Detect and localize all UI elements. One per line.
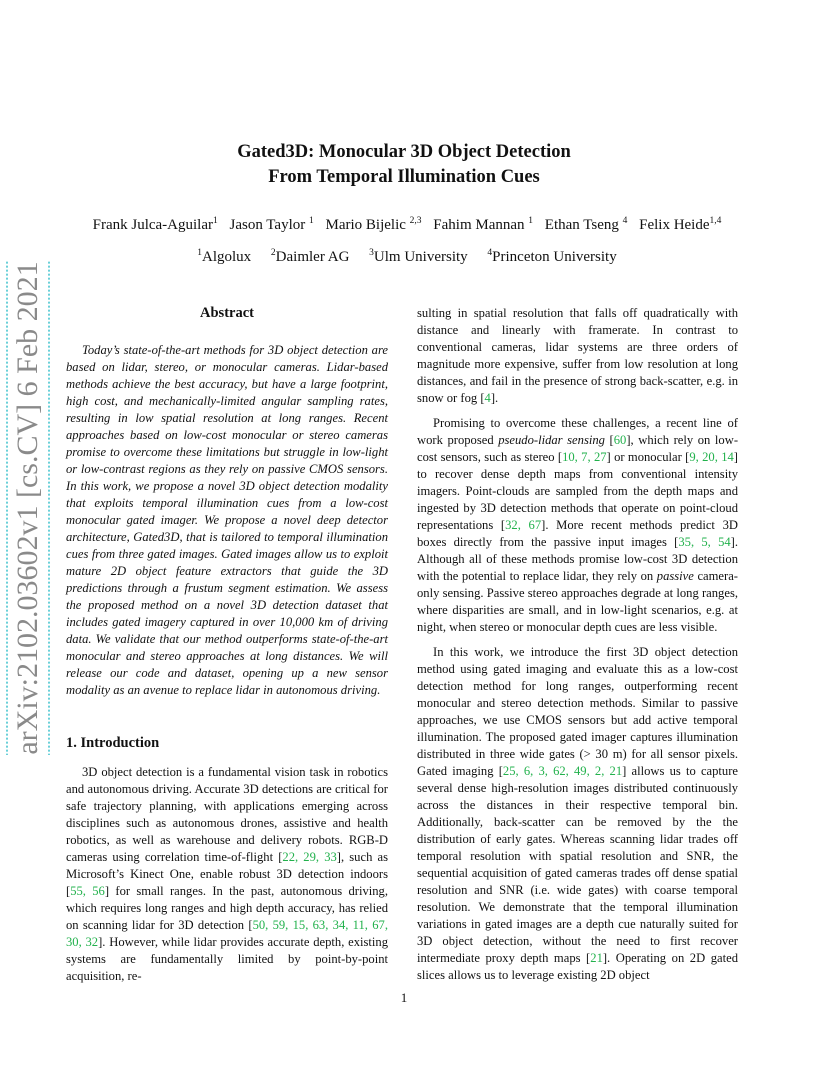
citation-link[interactable]: 55, 56 [70, 884, 105, 898]
page-number: 1 [400, 990, 408, 1005]
author: Mario Bijelic $^{2,3}$ [325, 216, 422, 233]
section-heading-introduction: 1. Introduction [66, 735, 160, 751]
citation-link[interactable]: 25, 6, 3, 62, 49, 2, 21 [502, 764, 623, 778]
author: Jason Taylor $^1$ [229, 216, 314, 233]
title-line-1: Gated3D: Monocular 3D Object Detection [237, 142, 571, 162]
right-column [417, 305, 738, 984]
author: Frank Julca-Aguilar$^1$ [92, 216, 218, 233]
author-list [0, 217, 814, 234]
abstract-text: Today’s state-of-the-art methods for 3D object detection are based on lidar, stereo, or monocular cameras. Lidar-based methods achieve the best accuracy, but have a large footprint, high cost, and mechanically-limited angular sampling rates, resulting in low spatial resolution at long ranges. Recent approaches based on low-cost monocular or stereo cameras promise to overcome these limitations but struggle in low-light or low-contrast regions as they rely on passive CMOS sensors. In this work, we propose a novel 3D object detection modality that exploits temporal illumination cues from a low-cost monocular gated imager. We propose a novel deep detector architecture, Gated3D, that is tailored to temporal illumination cues from three gated images. Gated images allow us to exploit mature 2D object feature extractors that guide the 3D predictions through a frustum segment estimation. We assess the proposed method on a novel 3D detection dataset that includes gated imagery captured in over 10,000 km of driving data. We validate that our method outperforms state-of-the-art monocular and stereo approaches at long distances. We will release our code and dataset, opening up a new sensor modality as an avenue to replace lidar in autonomous driving. [66, 343, 388, 697]
citation-link[interactable]: 32, 67 [505, 518, 542, 532]
body-paragraph: sulting in spatial resolution that falls off quadratically with distance and linearly with framerate. In contrast to conventional cameras, lidar systems are three orders of magnitude more expensive, suffer from low resolution at long distances, and fail in the presence of strong back-scatter, e.g. in snow or fog [4]. [417, 306, 738, 405]
affiliation-list [0, 249, 814, 266]
abstract-heading: Abstract [200, 305, 254, 321]
citation-link[interactable]: 22, 29, 33 [282, 850, 337, 864]
paper-title [0, 140, 808, 190]
affiliation: $^4$Princeton University [487, 248, 617, 265]
citation-link[interactable]: 9, 20, 14 [689, 450, 734, 464]
affiliation: $^2$Daimler AG [270, 248, 350, 265]
citation-link[interactable]: 35, 5, 54 [678, 535, 731, 549]
title-line-2: From Temporal Illumination Cues [268, 167, 540, 187]
arxiv-identifier[interactable]: arXiv:2102.03602v1 [cs.CV] 6 Feb 2021 [6, 260, 50, 755]
citation-link[interactable]: 50, 59, 15, 63, 34, 11, 67, 30, 32 [66, 918, 388, 949]
citation-link[interactable]: 4 [484, 391, 491, 405]
citation-link[interactable]: 60 [613, 433, 627, 447]
left-column [66, 305, 388, 985]
emphasis: passive [656, 569, 694, 583]
body-paragraph: Promising to overcome these challenges, a recent line of work proposed pseudo-lidar sensing [60], which rely on low-cost sensors, such as stereo [10, 7, 27] or monocular [9, 20, 14] to recover dense depth maps from conventional intensity imagers. Point-clouds are sampled from the depth maps and ingested by 3D detection methods that operate on point-cloud representations [32, 67]. More recent methods predict 3D boxes directly from the passive input images [35, 5, 54]. Although all of these methods promise low-cost 3D detection with the potential to replace lidar, they rely on passive camera-only sensing. Passive stereo approaches degrade at long ranges, where disparities are small, and in low-light scenarios, e.g. at night, when stereo or monocular depth cues are less visible. [417, 416, 739, 634]
arxiv-identifier-stamp [4, 260, 52, 755]
citation-link[interactable]: 21 [590, 951, 603, 965]
body-paragraph: In this work, we introduce the first 3D object detection method using gated imaging and evaluate this as a low-cost detection method for long ranges, outperforming recent monocular and stereo detection methods. Similar to passive approaches, we use CMOS sensors but add active temporal illumination. The proposed gated imager captures illumination distributed in three wide gates (> 30 m) for all sensor pixels. Gated imaging [25, 6, 3, 62, 49, 2, 21] allows us to capture several dense high-resolution images distributed continuously across the distances in their respective temporal bin. Additionally, back-scatter can be removed by the the distribution of early gates. Whereas scanning lidar trades off temporal resolution with spatial resolution and SNR, the sequential acquisition of gated cameras trades off dense spatial resolution and SNR (i.e. wide gates) with coarse temporal resolution. We demonstrate that the temporal illumination variations in gated images are a depth cue naturally suited for 3D object detection, without the need to first recover intermediate proxy depth maps [21]. Operating on 2D gated slices allows us to leverage existing 2D object [417, 645, 739, 982]
emphasis: pseudo-lidar sensing [498, 433, 605, 447]
author: Fahim Mannan $^1$ [433, 216, 534, 233]
citation-link[interactable]: 10, 7, 27 [562, 450, 607, 464]
affiliation: $^3$Ulm University [369, 248, 468, 265]
author: Ethan Tseng $^4$ [544, 216, 628, 233]
affiliation: $^1$Algolux [197, 248, 252, 265]
author: Felix Heide$^{1,4}$ [639, 216, 722, 233]
intro-paragraph: 3D object detection is a fundamental vision task in robotics and autonomous driving. Accurate 3D detections are critical for safe trajectory planning, with applications emerging across disciplines such as autonomous drones, assistive and health robotics, as well as warehouse and delivery robots. RGB-D cameras using correlation time-of-flight [22, 29, 33], such as Microsoft’s Kinect One, enable robust 3D detection indoors [55, 56] for small ranges. In the past, autonomous driving, which requires long ranges and high depth accuracy, has relied on scanning lidar for 3D detection [50, 59, 15, 63, 34, 11, 67, 30, 32]. However, while lidar provides accurate depth, existing systems are fundamentally limited by point-by-point acquisition, re- [66, 765, 389, 983]
